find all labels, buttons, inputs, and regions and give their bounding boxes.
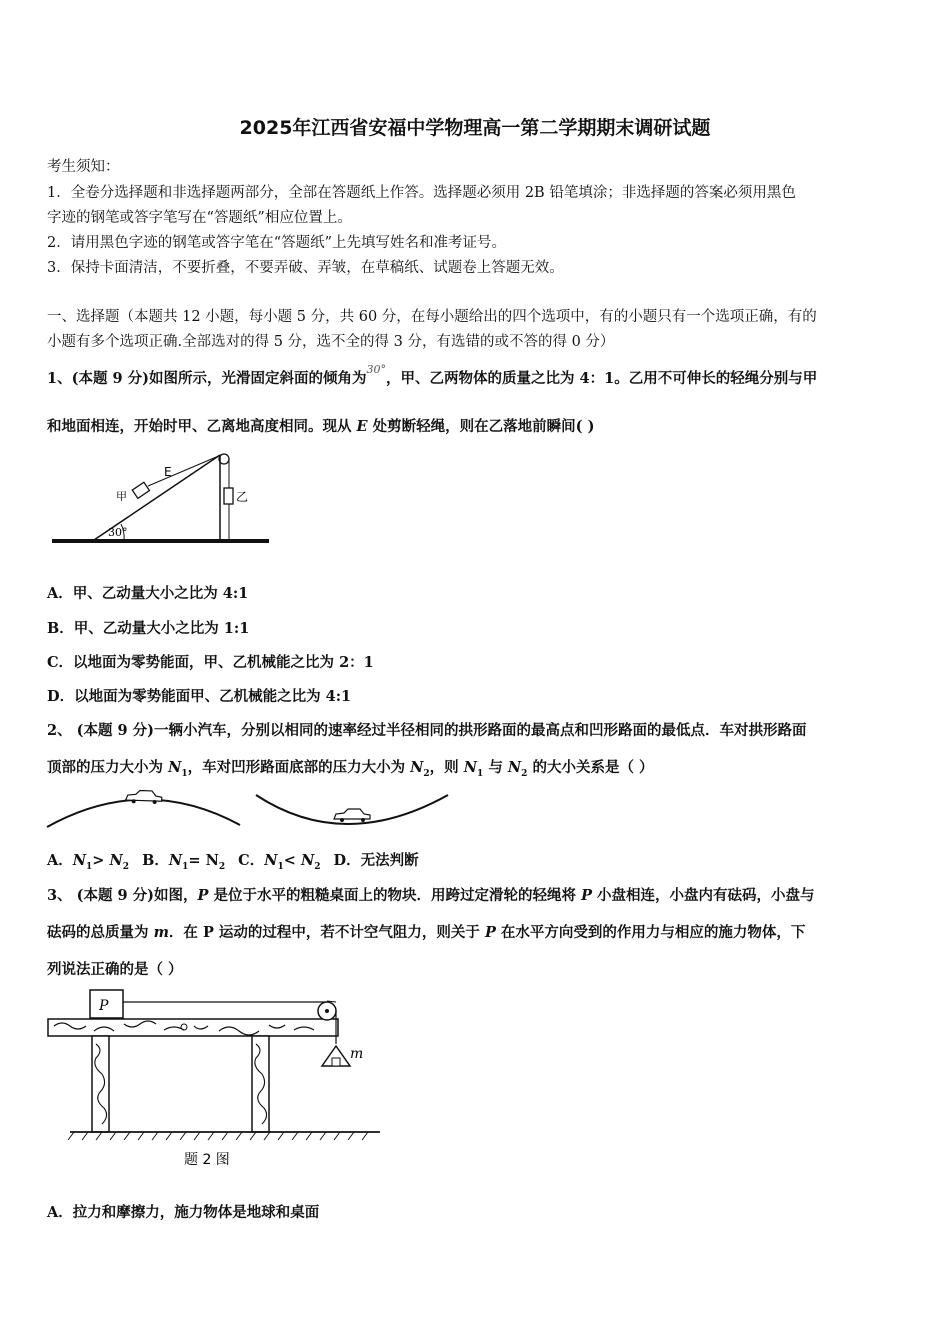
angle-label: 30° [108,526,128,539]
section-heading-line-1: 一、选择题（本题共 12 小题，每小题 5 分，共 60 分，在每小题给出的四个选项中，有的小题只有一个选项正确，有的 [47,309,817,325]
weight [332,1058,340,1066]
yi-label: 乙 [236,490,249,504]
notice-heading: 考生须知： [47,159,120,175]
q1-option-b: B．甲、乙动量大小之比为 1:1 [47,620,250,637]
notice-line-1b: 字迹的钢笔或答字笔写在“答题纸”相应位置上。 [47,210,352,226]
section-heading-line-2: 小题有多个选项正确.全部选对的得 5 分，选不全的得 3 分，有选错的或不答的得 0 分） [47,334,615,350]
q1-option-d: D．以地面为零势能面甲、乙机械能之比为 4:1 [47,688,352,705]
q1-stem-part-b: ，甲、乙两物体的质量之比为 4：1。乙用不可伸长的轻绳分别与甲 [386,370,818,387]
q2-road-figure [44,783,454,833]
q1-angle: 30° [366,363,386,376]
rope-incline [148,455,221,486]
q1-stem-line-2 [47,415,594,436]
q2-options: A．$N_1> N_2$ B．$N_1= N_2$ C．$N_1< N_2$ D．无法判断 [47,852,419,872]
q3-table-figure [44,986,389,1171]
q1-option-a: A．甲、乙动量大小之比为 4:1 [47,585,249,602]
notice-line-3: 3．保持卡面清洁，不要折叠，不要弄破、弄皱，在草稿纸、试题卷上答题无效。 [47,260,564,276]
q1-stem-part-c: 和地面相连，开始时甲、乙离地高度相同。现从 [47,418,357,435]
arch-road [47,799,240,827]
jia-label: 甲 [116,490,127,503]
car-icon-bottom [334,809,370,822]
q3-stem-line-2: 砝码的总质量为 m．在 P 运动的过程中，若不计空气阻力，则关于 P 在水平方向受到的作用力与相应的施力物体，下 [47,924,806,941]
q1-point-e: E [356,418,368,435]
floor-hatching [68,1132,368,1140]
block-jia [132,482,149,498]
q2-stem-line-2: 顶部的压力大小为 $N_1$，车对凹形路面底部的压力大小为 $N_2$，则 $N_1$ 与 $N_2$ 的大小关系是（ ） [47,759,654,779]
q3-option-a: A．拉力和摩擦力，施力物体是地球和桌面 [47,1204,320,1221]
q2-stem-line-1: 2、 (本题 9 分)一辆小汽车，分别以相同的速率经过半径相同的拱形路面的最高点和凹形路面的最低点．车对拱形路面 [47,722,807,739]
q3-stem-line-3: 列说法正确的是（ ） [47,961,183,978]
point-e-label: E [164,465,172,479]
q3-stem-line-1: 3、 (本题 9 分)如图，P 是位于水平的粗糙桌面上的物块．用跨过定滑轮的轻绳将 P 小盘相连，小盘内有砝码，小盘与 [47,887,815,904]
q1-stem-part-d: 处剪断轻绳，则在乙落地前瞬间( ) [367,418,595,435]
mass-label: m [350,1046,364,1062]
q1-stem-line-1 [47,363,818,388]
tabletop [48,1019,338,1036]
block-p-label: P [99,998,109,1014]
notice-line-1a: 1．全卷分选择题和非选择题两部分，全部在答题纸上作答。选择题必须用 2B 铅笔填涂；非选择题的答案必须用黑色 [47,185,796,201]
car-icon-top [126,790,162,804]
notice-line-2: 2．请用黑色字迹的钢笔或答字笔在“答题纸”上先填写姓名和准考证号。 [47,235,507,251]
q1-stem-part-a: 1、(本题 9 分)如图所示，光滑固定斜面的倾角为 [47,370,367,387]
q1-option-c: C．以地面为零势能面，甲、乙机械能之比为 2：1 [47,654,374,671]
figure-caption: 题 2 图 [184,1152,230,1168]
q1-incline-figure [44,448,274,548]
block-yi [224,488,233,504]
page-title: 2025年江西省安福中学物理高一第二学期期末调研试题 [239,117,711,139]
